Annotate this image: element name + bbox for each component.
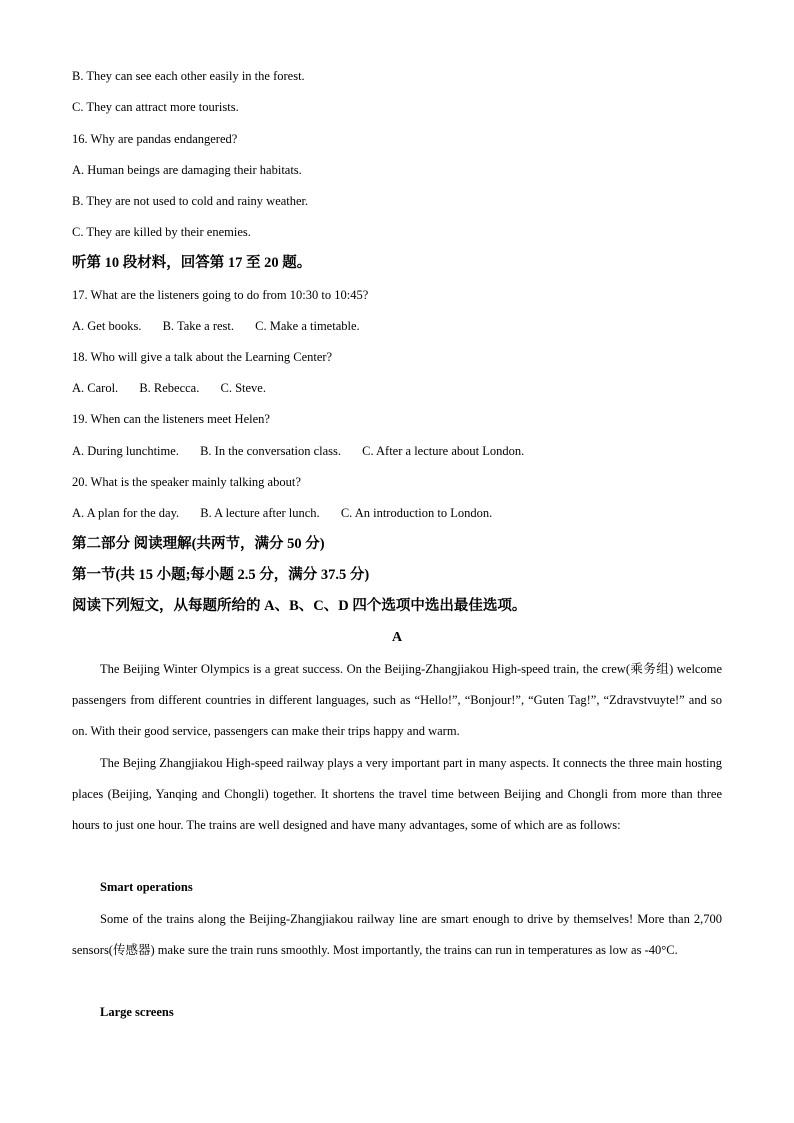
option-20c: C. An introduction to London.	[340, 506, 493, 520]
question-17: 17. What are the listeners going to do from 10:30 to 10:45?	[72, 288, 369, 302]
option-16b: B. They are not used to cold and rainy weather.	[72, 194, 309, 208]
question-20: 20. What is the speaker mainly talking about?	[72, 475, 301, 489]
question-18: 18. Who will give a talk about the Learning Center?	[72, 350, 333, 364]
section-one-heading: 第一节(共 15 小题;每小题 2.5 分，满分 37.5 分)	[72, 567, 370, 583]
option-18a: A. Carol.	[72, 381, 119, 395]
option-16a: A. Human beings are damaging their habitats.	[72, 163, 302, 177]
question-16: 16. Why are pandas endangered?	[72, 132, 238, 146]
option-15b: B. They can see each other easily in the forest.	[72, 69, 305, 83]
option-18c: C. Steve.	[220, 381, 266, 395]
options-17	[72, 318, 378, 334]
options-20	[72, 505, 510, 521]
subheading-large-screens: Large screens	[100, 1005, 174, 1019]
paragraph-2: The Bejing Zhangjiakou High-speed railway plays a very important part in many aspects. It connects the three main hosting places (Beijing, Yanqing and Chongli) together. It shortens the travel time between Beijing and Chongli from more than three hours to just one hour. The trains are well designed and have many advantages, some of which are as follows:	[72, 756, 722, 833]
paragraph-1: The Beijing Winter Olympics is a great success. On the Beijing-Zhangjiakou High-speed train, the crew(乘务组) welcome passengers from different countries in different languages, such as “Hello!”, “Bonjour!”, “Guten Tag!”, “Zdravstvuyte!” and so on. With their good service, passengers can make their trips happy and warm.	[72, 662, 722, 739]
option-17b: B. Take a rest.	[162, 319, 235, 333]
subheading-smart-operations: Smart operations	[100, 880, 193, 894]
option-20a: A. A plan for the day.	[72, 506, 180, 520]
paragraph-3: Some of the trains along the Beijing-Zhangjiakou railway line are smart enough to drive by themselves! More than 2,700 sensors(传感器) make sure the train runs smoothly. Most importantly, the trains can run in temperatures as low as -40°C.	[72, 912, 722, 958]
options-18	[72, 380, 284, 396]
option-19b: B. In the conversation class.	[200, 444, 341, 458]
option-16c: C. They are killed by their enemies.	[72, 225, 251, 239]
section-heading-10: 听第 10 段材料，回答第 17 至 20 题。	[72, 255, 312, 271]
option-20b: B. A lecture after lunch.	[200, 506, 320, 520]
option-17c: C. Make a timetable.	[255, 319, 360, 333]
option-19a: A. During lunchtime.	[72, 444, 179, 458]
passage-label: A	[391, 630, 403, 645]
option-15c: C. They can attract more tourists.	[72, 100, 239, 114]
instruction-text: 阅读下列短文，从每题所给的 A、B、C、D 四个选项中选出最佳选项。	[72, 598, 527, 614]
part-two-heading: 第二部分 阅读理解(共两节，满分 50 分)	[72, 536, 325, 552]
option-19c: C. After a lecture about London.	[362, 444, 525, 458]
option-17a: A. Get books.	[72, 319, 142, 333]
option-18b: B. Rebecca.	[139, 381, 200, 395]
options-19	[72, 443, 542, 459]
question-19: 19. When can the listeners meet Helen?	[72, 412, 270, 426]
